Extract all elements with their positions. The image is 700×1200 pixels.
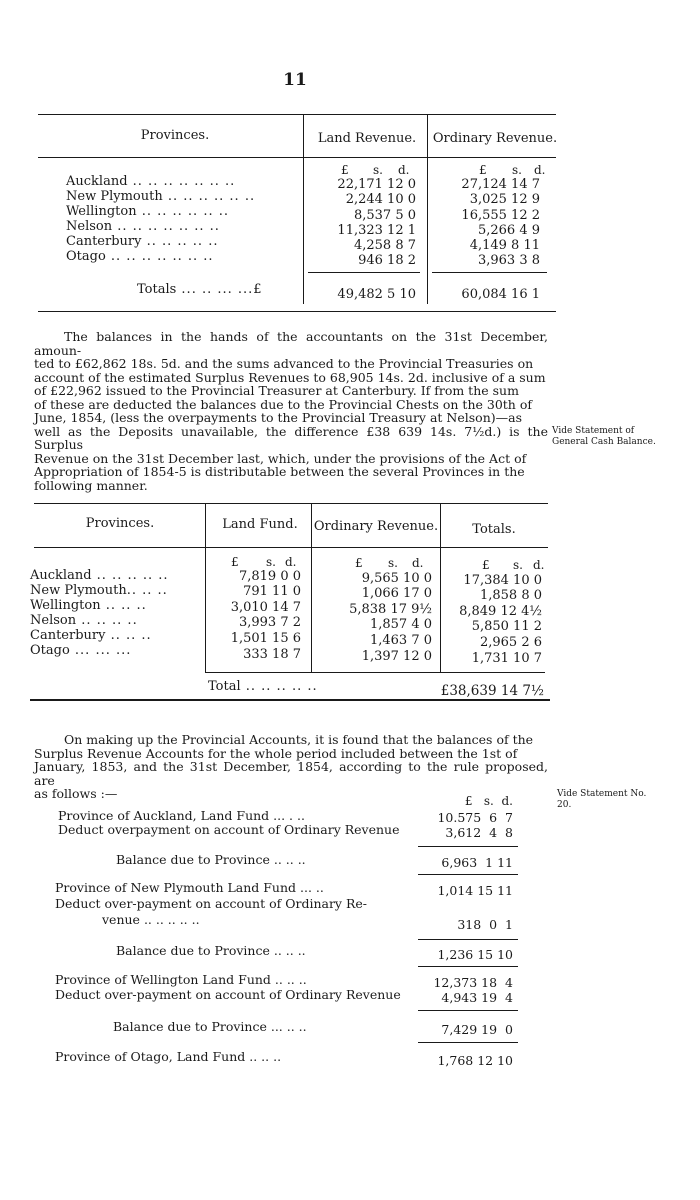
ordinary-value: 3,963 3 8 xyxy=(477,253,540,268)
sum-rule xyxy=(418,1042,518,1043)
account-amount: 1,236 15 10 xyxy=(437,947,513,962)
total-value: 2,965 2 6 xyxy=(479,635,542,650)
table2-bottom-rule xyxy=(30,699,550,701)
land-fund-value: 333 18 7 xyxy=(243,647,301,662)
side-note-statement xyxy=(557,789,646,811)
currency-shilling: s. xyxy=(266,555,276,569)
account-amount: 1,768 12 10 xyxy=(437,1053,513,1068)
account-line xyxy=(55,987,401,1002)
paragraph-line: On making up the Provincial Accounts, it is found that the balances of the xyxy=(64,732,534,747)
paragraph-line: of these are deducted the balances due to the Provincial Chests on the 30th of xyxy=(34,396,532,412)
table2-row-province: New Plymouth.. .. .. xyxy=(30,583,168,598)
table1-header-ordinary: Ordinary Revenue. xyxy=(432,131,558,146)
account-line: Province of Wellington Land Fund .. .. .. xyxy=(55,972,307,987)
table1-row-province: Wellington .. .. .. .. .. .. xyxy=(66,204,229,219)
table2-header-provinces: Provinces. xyxy=(85,516,155,531)
ordinary-value: 27,124 14 7 xyxy=(461,177,540,192)
province-name: Auckland xyxy=(30,568,92,583)
paragraph-line: ted to £62,862 18s. 5d. and the sums advanced to the Provincial Treasuries on xyxy=(34,356,534,371)
side-note-line: Vide Statement No. xyxy=(557,789,647,799)
sum-rule xyxy=(418,874,518,875)
table1-bottom-rule xyxy=(38,311,556,312)
table1-row-province: Canterbury .. .. .. .. .. xyxy=(66,234,219,249)
table1-row-province: Auckland .. .. .. .. .. .. .. xyxy=(66,174,236,189)
account-line xyxy=(55,896,367,911)
account-amount: 1,014 15 11 xyxy=(437,883,513,898)
side-note-line: General Cash Balance. xyxy=(552,437,656,447)
ordinary-value: 1,463 7 0 xyxy=(369,633,432,648)
accounts-currency-header: £ s. d. xyxy=(464,794,513,808)
ordinary-value: 5,838 17 9½ xyxy=(349,602,432,617)
table2-top-rule xyxy=(34,503,548,504)
table1-divider xyxy=(303,114,304,304)
account-label: Balance due to Province xyxy=(116,852,270,867)
province-name: Otago xyxy=(30,643,70,658)
side-note-line: 20. xyxy=(557,800,572,810)
sum-rule xyxy=(418,1010,518,1011)
table2-row-province: Wellington .. .. .. xyxy=(30,598,147,613)
province-name: Nelson xyxy=(30,613,77,628)
table2-divider xyxy=(440,503,441,673)
province-name: Wellington xyxy=(30,598,101,613)
land-fund-value: 7,819 0 0 xyxy=(238,569,301,584)
land-value: 2,244 10 0 xyxy=(345,192,416,207)
totals-land: 49,482 5 10 xyxy=(337,287,416,302)
table1-row-province: Otago .. .. .. .. .. .. .. xyxy=(66,249,214,264)
account-label: Deduct overpayment on account of Ordinary Revenue xyxy=(58,822,400,837)
currency-shilling: s. xyxy=(512,163,522,177)
table2-total-label: Total .. .. .. .. .. xyxy=(208,679,318,694)
total-value: 1,858 8 0 xyxy=(479,588,542,603)
account-line: Balance due to Province .. .. .. xyxy=(116,943,306,958)
side-note-line: Vide Statement of xyxy=(552,426,635,436)
account-amount: 10.575 6 7 xyxy=(437,810,513,825)
account-label: Province of New Plymouth Land Fund xyxy=(55,880,297,895)
account-line: Balance due to Province .. .. .. xyxy=(116,852,306,867)
table2-row-province: Nelson .. .. .. .. xyxy=(30,613,138,628)
paragraph-line: as follows :— xyxy=(34,786,118,801)
account-line: Province of Otago, Land Fund .. .. .. xyxy=(55,1049,282,1064)
table2-sum-rule xyxy=(205,672,545,673)
currency-pound: £ xyxy=(341,163,349,177)
table1-header-rule xyxy=(38,157,556,158)
ordinary-value: 9,565 10 0 xyxy=(361,571,432,586)
province-name: Otago xyxy=(66,249,106,264)
balances-paragraph xyxy=(34,330,548,492)
totals-ordinary: 60,084 16 1 xyxy=(461,287,540,302)
sum-rule xyxy=(418,846,518,847)
land-value: 11,323 12 1 xyxy=(337,223,416,238)
currency-pound: £ xyxy=(355,556,363,570)
paragraph-line: Surplus Revenue Accounts for the whole period included between the 1st of xyxy=(34,745,518,761)
currency-shilling: s. xyxy=(373,163,383,177)
account-label: Deduct over-payment on account of Ordinary Re- xyxy=(55,896,367,911)
land-value: 22,171 12 0 xyxy=(337,177,416,192)
ordinary-value: 4,149 8 11 xyxy=(469,238,540,253)
table2-row-province: Auckland .. .. .. .. .. xyxy=(30,568,169,583)
table1-top-rule xyxy=(38,114,556,115)
account-line: venue .. .. .. .. .. xyxy=(102,912,200,927)
account-label: Province of Auckland, Land Fund xyxy=(58,808,270,823)
account-amount: 7,429 19 0 xyxy=(441,1022,513,1037)
table1-header-provinces: Provinces. xyxy=(140,128,210,143)
sum-rule xyxy=(418,939,518,940)
paragraph-line: Appropriation of 1854-5 is distributable between the several Provinces in the xyxy=(34,464,525,479)
account-amount: 12,373 18 4 xyxy=(433,975,513,990)
totals-label: Totals xyxy=(137,282,177,297)
currency-pence: d. xyxy=(285,555,297,569)
paragraph-line: Revenue on the 31st December last, which, under the provisions of the Act of xyxy=(34,450,527,466)
paragraph-line: January, 1853, and the 31st December, 1854, according to the rule proposed, are xyxy=(34,759,548,788)
table2-row-province: Otago ... ... ... xyxy=(30,643,132,658)
account-amount: 3,612 4 8 xyxy=(445,825,513,840)
table1-header-land: Land Revenue. xyxy=(317,131,417,146)
land-fund-value: 1,501 15 6 xyxy=(230,631,301,646)
total-label: Total xyxy=(208,679,241,694)
currency-pound: £ xyxy=(482,558,490,572)
province-name: Canterbury xyxy=(30,628,106,643)
table1-totals-label: Totals ... .. ... ...£ xyxy=(137,282,263,297)
paragraph-line: account of the estimated Surplus Revenues to 68,905 14s. 2d. inclusive of a sum xyxy=(34,369,546,385)
account-amount: 318 0 1 xyxy=(457,917,513,932)
currency-pence: d. xyxy=(412,556,424,570)
account-amount: 6,963 1 11 xyxy=(441,855,513,870)
currency-shilling: s. xyxy=(513,558,523,572)
table1-sum-rule xyxy=(432,272,547,273)
province-name: Nelson xyxy=(66,219,113,234)
land-fund-value: 3,010 14 7 xyxy=(230,600,301,615)
land-value: 946 18 2 xyxy=(358,253,416,268)
province-name: Canterbury xyxy=(66,234,142,249)
account-label: Balance due to Province xyxy=(116,943,270,958)
account-line xyxy=(58,822,400,837)
currency-pence: d. xyxy=(533,558,545,572)
paragraph-line: following manner. xyxy=(34,477,148,493)
ordinary-value: 16,555 12 2 xyxy=(461,208,540,223)
sum-rule xyxy=(418,966,518,967)
account-line: Province of Auckland, Land Fund ... . .. xyxy=(58,808,305,823)
total-value: 5,850 11 2 xyxy=(471,619,542,634)
ordinary-value: 3,025 12 9 xyxy=(469,192,540,207)
paragraph-line: well as the Deposits unavailable, the difference £38 639 14s. 7½d.) is the Surplus xyxy=(34,423,548,452)
total-value: 1,731 10 7 xyxy=(471,651,542,666)
total-value: 17,384 10 0 xyxy=(463,573,542,588)
account-label: Province of Wellington Land Fund xyxy=(55,972,271,987)
paragraph-line: of £22,962 issued to the Provincial Treasurer at Canterbury. If from the sum xyxy=(34,383,519,398)
account-line: Balance due to Province ... .. .. xyxy=(113,1019,307,1034)
account-label: Deduct over-payment on account of Ordinary Revenue xyxy=(55,987,401,1002)
currency-pence: d. xyxy=(398,163,410,177)
province-name: New Plymouth xyxy=(30,583,127,598)
account-label: venue xyxy=(102,912,140,927)
land-value: 4,258 8 7 xyxy=(353,238,416,253)
account-amount: 4,943 19 4 xyxy=(441,990,513,1005)
grand-total: £38,639 14 7½ xyxy=(440,683,544,699)
currency-pound: £ xyxy=(479,163,487,177)
table2-row-province: Canterbury .. .. .. xyxy=(30,628,152,643)
table1-divider xyxy=(427,114,428,304)
ordinary-value: 1,066 17 0 xyxy=(361,586,432,601)
paragraph-line: June, 1854, (less the overpayments to the Provincial Treasury at Nelson)—as xyxy=(34,410,522,425)
table2-header-land: Land Fund. xyxy=(222,517,298,532)
ordinary-value: 1,857 4 0 xyxy=(369,617,432,632)
side-note-cash-balance xyxy=(552,426,656,448)
table1-sum-rule xyxy=(308,272,420,273)
ordinary-value: 5,266 4 9 xyxy=(477,223,540,238)
currency-shilling: s. xyxy=(388,556,398,570)
provincial-accounts-paragraph xyxy=(34,733,548,801)
table2-header-rule xyxy=(34,547,548,548)
land-fund-value: 791 11 0 xyxy=(243,584,301,599)
account-line: Province of New Plymouth Land Fund ... .. xyxy=(55,880,324,895)
table2-header-ordinary: Ordinary Revenue. xyxy=(313,519,439,534)
total-value: 8,849 12 4½ xyxy=(459,604,542,619)
table2-header-totals: Totals. xyxy=(472,522,516,537)
province-name: Auckland xyxy=(66,174,128,189)
province-name: New Plymouth xyxy=(66,189,163,204)
paragraph-line: The balances in the hands of the accountants on the 31st December, amoun- xyxy=(34,329,548,358)
account-label: Balance due to Province xyxy=(113,1019,267,1034)
land-fund-value: 3,993 7 2 xyxy=(238,615,301,630)
currency-pound: £ xyxy=(231,555,239,569)
account-label: Province of Otago, Land Fund xyxy=(55,1049,246,1064)
ordinary-value: 1,397 12 0 xyxy=(361,649,432,664)
province-name: Wellington xyxy=(66,204,137,219)
land-value: 8,537 5 0 xyxy=(353,208,416,223)
page-number: 11 xyxy=(283,70,307,90)
table1-row-province: Nelson .. .. .. .. .. .. .. xyxy=(66,219,220,234)
currency-pence: d. xyxy=(534,163,546,177)
table1-row-province: New Plymouth .. .. .. .. .. .. xyxy=(66,189,256,204)
